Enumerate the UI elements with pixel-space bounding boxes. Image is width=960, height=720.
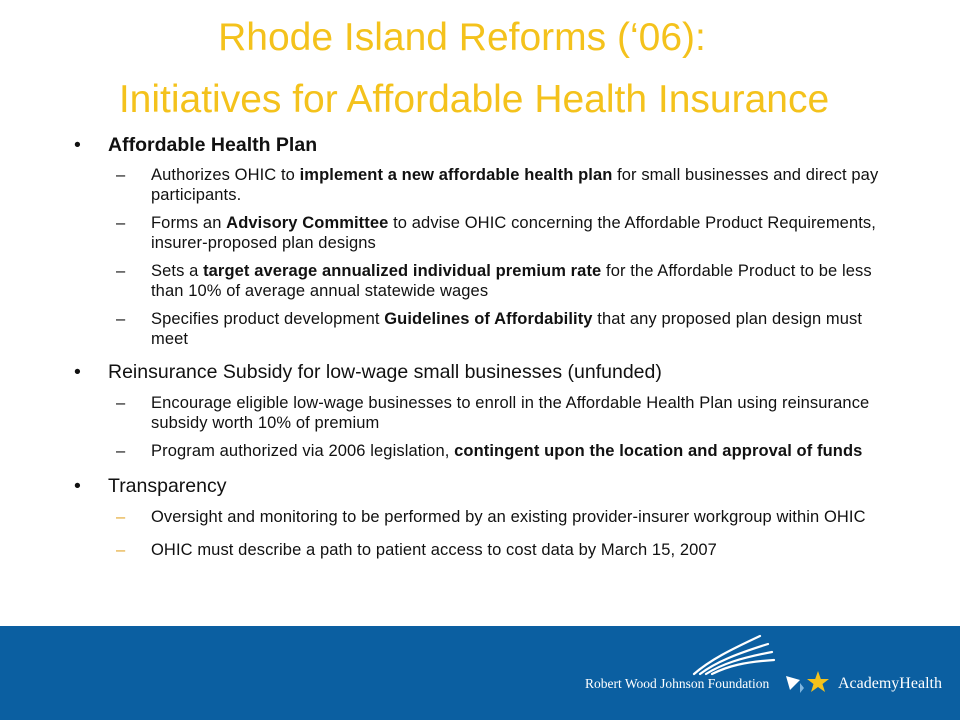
bullet-list [72,128,902,561]
dash-icon: – [116,166,126,184]
bullet-affordable-health-plan: • Affordable Health Plan [74,134,318,156]
bullet-dot-icon: • [74,361,81,383]
slide-title-line-2: Initiatives for Affordable Health Insurance [118,78,830,121]
academyhealth-logo-text: AcademyHealth [838,675,942,692]
academyhealth-star-logo-icon [784,670,834,696]
sub-item: – OHIC must describe a path to patient access to cost data by March 15, 2007 [116,541,717,559]
sub-item: – Encourage eligible low-wage businesses to enroll in the Affordable Health Plan using reinsurance subsidy worth 10% of premium [116,394,870,432]
dash-icon: – [116,214,126,232]
sub-item: – Forms an Advisory Committee to advise OHIC concerning the Affordable Product Requirements, insurer-proposed plan designs [116,214,876,252]
dash-icon: – [116,310,126,328]
dash-icon: – [116,541,126,559]
sub-item: – Program authorized via 2006 legislation, contingent upon the location and approval of funds [116,442,863,460]
sub-item: – Sets a target average annualized individual premium rate for the Affordable Product to be less than 10% of average annual statewide wages [116,262,872,300]
dash-icon: – [116,394,126,412]
bullet-dot-icon: • [74,134,81,156]
sub-item: – Oversight and monitoring to be performed by an existing provider-insurer workgroup within OHIC [116,507,866,526]
dash-icon: – [116,507,126,526]
footer-banner [0,626,960,720]
dash-icon: – [116,442,126,460]
rwjf-wing-logo-icon [690,630,780,678]
bullet-dot-icon: • [74,474,81,497]
sub-item: – Specifies product development Guidelines of Affordability that any proposed plan design must meet [116,310,863,348]
sub-item: – Authorizes OHIC to implement a new affordable health plan for small businesses and direct pay participants. [116,166,879,204]
bullet-reinsurance-subsidy: • Reinsurance Subsidy for low-wage small businesses (unfunded) [74,361,662,383]
bullet-transparency: • Transparency [74,474,227,497]
slide-title-line-1: Rhode Island Reforms (‘06): [218,16,706,59]
rwjf-logo-text: Robert Wood Johnson Foundation [585,676,770,691]
dash-icon: – [116,262,126,280]
